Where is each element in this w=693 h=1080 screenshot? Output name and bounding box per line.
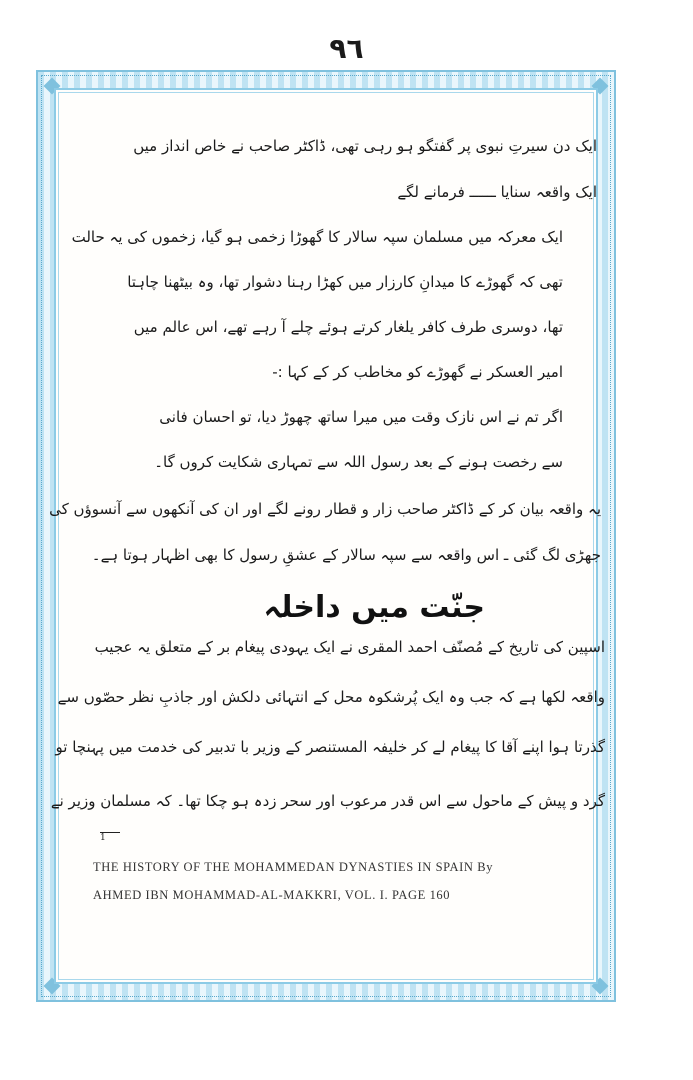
- section-line: گرد و پیش کے ماحول سے اس قدر مرعوب اور سحر زدہ ہو چکا تھا۔ کہ مسلمان وزیر نے: [50, 792, 605, 810]
- page-number: ٩٦: [329, 32, 364, 65]
- quote-line: امیر العسکر نے گھوڑے کو مخاطب کر کے کہا :-: [272, 363, 563, 381]
- quote-line: تھی کہ گھوڑے کا میدانِ کارزار میں کھڑا رہنا دشوار تھا، وہ بیٹھنا چاہتا: [127, 273, 563, 291]
- body-line: یہ واقعہ بیان کر کے ڈاکٹر صاحب زار و قطار رونے لگے اور ان کی آنکھوں سے آنسوؤں کی: [49, 500, 601, 518]
- footnote-marker: 1: [100, 832, 120, 843]
- body-line: ایک واقعہ سنایا ــــــ فرمانے لگے: [397, 183, 597, 201]
- section-line: گذرتا ہوا اپنے آقا کا پیغام لے کر خلیفہ المستنصر کے وزیر با تدبیر کی خدمت میں پہنچا تو: [55, 738, 605, 756]
- footnote-line-1: THE HISTORY OF THE MOHAMMEDAN DYNASTIES IN SPAIN By: [93, 860, 494, 874]
- quote-line: سے رخصت ہونے کے بعد رسول اللہ سے تمہاری شکایت کروں گا۔: [154, 453, 563, 471]
- quote-line: ایک معرکہ میں مسلمان سپہ سالار کا گھوڑا زخمی ہو گیا، زخموں کی یہ حالت: [71, 228, 563, 246]
- body-line: جھڑی لگ گئی ـ اس واقعہ سے سپہ سالار کے عشقِ رسول کا بھی اظہار ہوتا ہے۔: [91, 546, 601, 564]
- section-heading: جنّت میں داخلہ: [263, 590, 485, 625]
- quote-line: تھا، دوسری طرف کافر یلغار کرتے ہوئے چلے آ رہے تھے، اس عالم میں: [133, 318, 563, 336]
- section-line: واقعہ لکھا ہے کہ جب وہ ایک پُرشکوہ محل کے انتہائی دلکش اور جاذبِ نظر حصّوں سے: [57, 688, 605, 706]
- quote-line: اگر تم نے اس نازک وقت میں میرا ساتھ چھوڑ دیا، تو احسان فانی: [159, 408, 563, 426]
- page-content-area: [54, 88, 598, 984]
- section-line: اسپین کی تاریخ کے مُصنّف احمد المقری نے ایک یہودی پیغام بر کے متعلق یہ عجیب: [94, 638, 605, 656]
- footnote-line-2: AHMED IBN MOHAMMAD-AL-MAKKRI, VOL. I. PAGE 160: [93, 888, 451, 902]
- body-line: ایک دن سیرتِ نبوی پر گفتگو ہو رہی تھی، ڈاکٹر صاحب نے خاص انداز میں: [133, 137, 597, 155]
